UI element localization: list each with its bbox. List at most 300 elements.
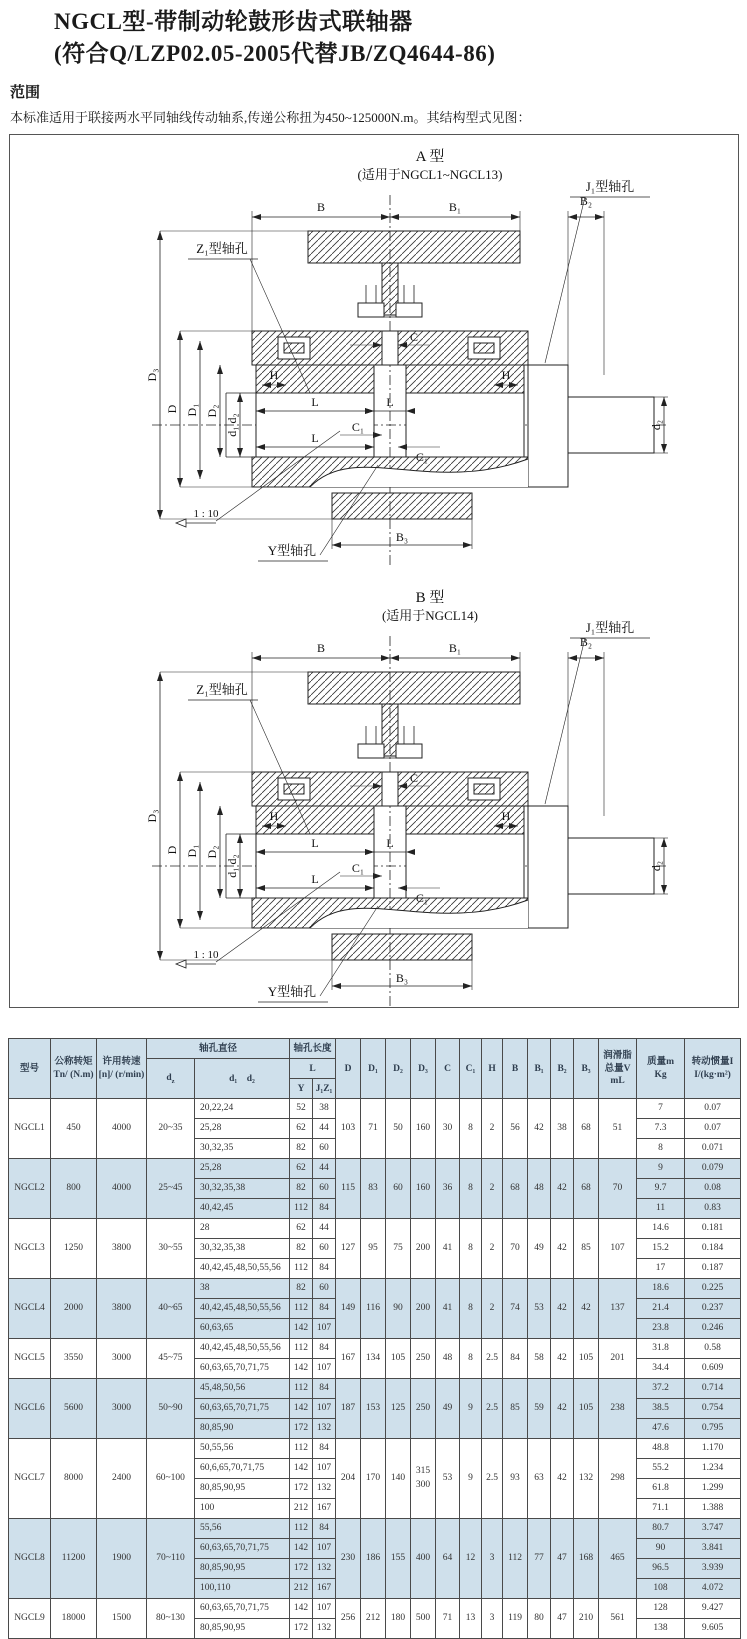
len-y-cell: 212 bbox=[290, 1579, 313, 1599]
len-jz-cell: 60 bbox=[313, 1179, 336, 1199]
page-title bbox=[54, 6, 747, 69]
dim-cell: 53 bbox=[528, 1279, 551, 1339]
dim-cell: 153 bbox=[361, 1379, 386, 1439]
intro-paragraph: 本标准适用于联接两水平同轴线传动轴系,传递公称扭为450~125000N.m。其结构型式见图： bbox=[10, 110, 531, 126]
inertia-cell: 9.605 bbox=[685, 1619, 741, 1639]
dim-label: B₂ bbox=[579, 194, 593, 209]
dim-cell: 93 bbox=[503, 1439, 528, 1519]
taper-note: 1 : 10 bbox=[193, 508, 219, 521]
y-hole-label: Y型轴孔 bbox=[267, 543, 317, 559]
dim-label: B₃ bbox=[395, 971, 409, 986]
col-torque: 公称转矩 Tn/ (N.m) bbox=[51, 1039, 97, 1099]
dim-cell: 400 bbox=[411, 1519, 436, 1599]
dim-cell: 85 bbox=[574, 1219, 599, 1279]
dim-cell: 85 bbox=[503, 1379, 528, 1439]
inertia-cell: 3.841 bbox=[685, 1539, 741, 1559]
dim-cell: 465 bbox=[599, 1519, 637, 1599]
dim-cell: 58 bbox=[528, 1339, 551, 1379]
speed-cell: 4000 bbox=[97, 1159, 147, 1219]
dim-cell: 42 bbox=[551, 1159, 574, 1219]
col-inertia: 转动惯量I I/(kg·m²) bbox=[685, 1039, 741, 1099]
mass-cell: 15.2 bbox=[637, 1239, 685, 1259]
dim-cell: 41 bbox=[436, 1279, 460, 1339]
diagram-subtitle: (适用于NGCL14) bbox=[381, 608, 479, 624]
bore-list-cell: 45,48,50,56 bbox=[195, 1379, 290, 1399]
bore-list-cell: 80,85,90 bbox=[195, 1419, 290, 1439]
len-jz-cell: 107 bbox=[313, 1599, 336, 1619]
model-cell: NGCL2 bbox=[9, 1159, 51, 1219]
len-y-cell: 142 bbox=[290, 1359, 313, 1379]
len-y-cell: 112 bbox=[290, 1259, 313, 1279]
bore-list-cell: 60,63,65 bbox=[195, 1319, 290, 1339]
dz-cell: 60~100 bbox=[147, 1439, 195, 1519]
inertia-cell: 1.170 bbox=[685, 1439, 741, 1459]
col-dim: C₁ bbox=[460, 1039, 482, 1099]
bore-list-cell: 40,42,45 bbox=[195, 1199, 290, 1219]
col-L: L bbox=[290, 1059, 336, 1079]
len-y-cell: 112 bbox=[290, 1199, 313, 1219]
len-y-cell: 62 bbox=[290, 1219, 313, 1239]
inertia-cell: 0.225 bbox=[685, 1279, 741, 1299]
table-row bbox=[9, 1439, 741, 1459]
dim-cell: 49 bbox=[436, 1379, 460, 1439]
dim-label: L bbox=[311, 395, 319, 410]
col-dim: D₃ bbox=[411, 1039, 436, 1099]
speed-cell: 3800 bbox=[97, 1279, 147, 1339]
bore-list-cell: 40,42,45,48,50,55,56 bbox=[195, 1339, 290, 1359]
mass-cell: 14.6 bbox=[637, 1219, 685, 1239]
mass-cell: 38.5 bbox=[637, 1399, 685, 1419]
dim-label: L bbox=[386, 836, 394, 851]
dim-label: B₁ bbox=[448, 641, 462, 656]
bore-list-cell: 100 bbox=[195, 1499, 290, 1519]
col-Y: Y bbox=[290, 1079, 313, 1099]
dim-cell: 68 bbox=[574, 1159, 599, 1219]
len-y-cell: 112 bbox=[290, 1439, 313, 1459]
dim-cell: 38 bbox=[551, 1099, 574, 1159]
dim-cell: 230 bbox=[336, 1519, 361, 1599]
len-jz-cell: 84 bbox=[313, 1339, 336, 1359]
dim-cell: 83 bbox=[361, 1159, 386, 1219]
dim-cell: 256 bbox=[336, 1599, 361, 1639]
col-bore-dia: 轴孔直径 bbox=[147, 1039, 290, 1059]
bore-list-cell: 28 bbox=[195, 1219, 290, 1239]
dim-cell: 155 bbox=[386, 1519, 411, 1599]
inertia-cell: 0.58 bbox=[685, 1339, 741, 1359]
dim-cell: 36 bbox=[436, 1159, 460, 1219]
dim-label: B₃ bbox=[395, 530, 409, 545]
col-mass: 质量m Kg bbox=[637, 1039, 685, 1099]
len-y-cell: 172 bbox=[290, 1619, 313, 1639]
dim-cell: 2.5 bbox=[482, 1439, 503, 1519]
table-row bbox=[9, 1159, 741, 1179]
dim-cell: 42 bbox=[574, 1279, 599, 1339]
dim-cell: 64 bbox=[436, 1519, 460, 1599]
dim-label: d₂ bbox=[649, 861, 663, 872]
dim-label: D₃ bbox=[145, 810, 159, 823]
dim-cell: 186 bbox=[361, 1519, 386, 1599]
dim-cell: 13 bbox=[460, 1599, 482, 1639]
inertia-cell: 0.07 bbox=[685, 1099, 741, 1119]
bore-list-cell: 80,85,90,95 bbox=[195, 1479, 290, 1499]
dim-cell: 134 bbox=[361, 1339, 386, 1379]
torque-cell: 11200 bbox=[51, 1519, 97, 1599]
dim-label: B₂ bbox=[579, 635, 593, 650]
bore-list-cell: 40,42,45,48,50,55,56 bbox=[195, 1299, 290, 1319]
dim-cell: 140 bbox=[386, 1439, 411, 1519]
dim-label: B bbox=[316, 641, 326, 656]
len-jz-cell: 132 bbox=[313, 1619, 336, 1639]
len-jz-cell: 132 bbox=[313, 1479, 336, 1499]
dim-cell: 315 300 bbox=[411, 1439, 436, 1519]
len-y-cell: 52 bbox=[290, 1099, 313, 1119]
model-cell: NGCL8 bbox=[9, 1519, 51, 1599]
page-title-line1: NGCL型-带制动轮鼓形齿式联轴器 bbox=[54, 9, 413, 34]
col-dim: D₁ bbox=[361, 1039, 386, 1099]
mass-cell: 23.8 bbox=[637, 1319, 685, 1339]
dim-cell: 42 bbox=[551, 1219, 574, 1279]
dim-label: d₁ d₂ bbox=[225, 413, 239, 438]
dim-cell: 119 bbox=[503, 1599, 528, 1639]
dim-label: C bbox=[409, 771, 419, 786]
dim-cell: 75 bbox=[386, 1219, 411, 1279]
len-jz-cell: 107 bbox=[313, 1359, 336, 1379]
torque-cell: 2000 bbox=[51, 1279, 97, 1339]
inertia-cell: 0.181 bbox=[685, 1219, 741, 1239]
len-jz-cell: 107 bbox=[313, 1539, 336, 1559]
dz-cell: 45~75 bbox=[147, 1339, 195, 1379]
inertia-cell: 0.184 bbox=[685, 1239, 741, 1259]
dim-cell: 115 bbox=[336, 1159, 361, 1219]
dim-cell: 8 bbox=[460, 1279, 482, 1339]
inertia-cell: 1.299 bbox=[685, 1479, 741, 1499]
len-y-cell: 172 bbox=[290, 1479, 313, 1499]
inertia-cell: 9.427 bbox=[685, 1599, 741, 1619]
len-jz-cell: 44 bbox=[313, 1159, 336, 1179]
col-d1d2: d₁ d₂ bbox=[195, 1059, 290, 1099]
dim-cell: 2.5 bbox=[482, 1339, 503, 1379]
dim-cell: 112 bbox=[503, 1519, 528, 1599]
model-cell: NGCL5 bbox=[9, 1339, 51, 1379]
speed-cell: 4000 bbox=[97, 1099, 147, 1159]
dim-cell: 84 bbox=[503, 1339, 528, 1379]
col-dim: B bbox=[503, 1039, 528, 1099]
len-y-cell: 112 bbox=[290, 1339, 313, 1359]
model-cell: NGCL9 bbox=[9, 1599, 51, 1639]
col-dim: D₂ bbox=[386, 1039, 411, 1099]
len-y-cell: 142 bbox=[290, 1539, 313, 1559]
dim-cell: 137 bbox=[599, 1279, 637, 1339]
dim-cell: 500 bbox=[411, 1599, 436, 1639]
diagram-type-a bbox=[10, 135, 737, 571]
dim-cell: 59 bbox=[528, 1379, 551, 1439]
mass-cell: 90 bbox=[637, 1539, 685, 1559]
dim-cell: 180 bbox=[386, 1599, 411, 1639]
dim-cell: 212 bbox=[361, 1599, 386, 1639]
dim-cell: 250 bbox=[411, 1339, 436, 1379]
dz-cell: 30~55 bbox=[147, 1219, 195, 1279]
dim-cell: 200 bbox=[411, 1219, 436, 1279]
spec-table bbox=[8, 1038, 741, 1639]
mass-cell: 31.8 bbox=[637, 1339, 685, 1359]
dim-label: C₁ bbox=[351, 420, 365, 435]
inertia-cell: 4.072 bbox=[685, 1579, 741, 1599]
speed-cell: 1500 bbox=[97, 1599, 147, 1639]
figure-panel bbox=[9, 134, 739, 1008]
dim-cell: 2 bbox=[482, 1159, 503, 1219]
dim-cell: 8 bbox=[460, 1219, 482, 1279]
dim-cell: 42 bbox=[551, 1279, 574, 1339]
col-model: 型号 bbox=[9, 1039, 51, 1099]
mass-cell: 18.6 bbox=[637, 1279, 685, 1299]
inertia-cell: 0.071 bbox=[685, 1139, 741, 1159]
torque-cell: 5600 bbox=[51, 1379, 97, 1439]
bore-list-cell: 38 bbox=[195, 1279, 290, 1299]
len-y-cell: 172 bbox=[290, 1419, 313, 1439]
dz-cell: 70~110 bbox=[147, 1519, 195, 1599]
dim-cell: 3 bbox=[482, 1599, 503, 1639]
mass-cell: 7.3 bbox=[637, 1119, 685, 1139]
len-jz-cell: 84 bbox=[313, 1379, 336, 1399]
len-y-cell: 142 bbox=[290, 1399, 313, 1419]
z-hole-label: Z₁型轴孔 bbox=[196, 682, 248, 698]
dim-cell: 77 bbox=[528, 1519, 551, 1599]
dim-cell: 47 bbox=[551, 1519, 574, 1599]
table-row bbox=[9, 1599, 741, 1619]
dim-cell: 68 bbox=[574, 1099, 599, 1159]
len-jz-cell: 167 bbox=[313, 1579, 336, 1599]
bore-list-cell: 60,63,65,70,71,75 bbox=[195, 1359, 290, 1379]
mass-cell: 48.8 bbox=[637, 1439, 685, 1459]
dim-label: C₁ bbox=[415, 891, 429, 906]
speed-cell: 3000 bbox=[97, 1379, 147, 1439]
y-hole-label: Y型轴孔 bbox=[267, 984, 317, 1000]
diagram-title: A 型 bbox=[415, 149, 445, 166]
col-dim: B₁ bbox=[528, 1039, 551, 1099]
dim-cell: 170 bbox=[361, 1439, 386, 1519]
table-row bbox=[9, 1279, 741, 1299]
torque-cell: 1250 bbox=[51, 1219, 97, 1279]
dim-label: C bbox=[409, 330, 419, 345]
len-jz-cell: 84 bbox=[313, 1439, 336, 1459]
dim-cell: 2 bbox=[482, 1279, 503, 1339]
bore-list-cell: 50,55,56 bbox=[195, 1439, 290, 1459]
dz-cell: 40~65 bbox=[147, 1279, 195, 1339]
len-jz-cell: 44 bbox=[313, 1219, 336, 1239]
dim-label: H bbox=[269, 368, 279, 383]
table-row bbox=[9, 1339, 741, 1359]
table-row bbox=[9, 1099, 741, 1119]
len-jz-cell: 107 bbox=[313, 1459, 336, 1479]
mass-cell: 17 bbox=[637, 1259, 685, 1279]
col-bore-len: 轴孔长度 bbox=[290, 1039, 336, 1059]
dim-cell: 30 bbox=[436, 1099, 460, 1159]
bore-list-cell: 30,32,35,38 bbox=[195, 1239, 290, 1259]
len-jz-cell: 84 bbox=[313, 1519, 336, 1539]
torque-cell: 3550 bbox=[51, 1339, 97, 1379]
dim-cell: 187 bbox=[336, 1379, 361, 1439]
dim-label: D₂ bbox=[205, 846, 219, 859]
len-jz-cell: 44 bbox=[313, 1119, 336, 1139]
dz-cell: 20~35 bbox=[147, 1099, 195, 1159]
model-cell: NGCL4 bbox=[9, 1279, 51, 1339]
bore-list-cell: 55,56 bbox=[195, 1519, 290, 1539]
dim-cell: 70 bbox=[599, 1159, 637, 1219]
dim-label: H bbox=[501, 368, 511, 383]
col-dim: B₃ bbox=[574, 1039, 599, 1099]
dim-cell: 49 bbox=[528, 1219, 551, 1279]
inertia-cell: 0.609 bbox=[685, 1359, 741, 1379]
len-y-cell: 142 bbox=[290, 1599, 313, 1619]
mass-cell: 128 bbox=[637, 1599, 685, 1619]
dim-cell: 200 bbox=[411, 1279, 436, 1339]
len-y-cell: 212 bbox=[290, 1499, 313, 1519]
mass-cell: 80.7 bbox=[637, 1519, 685, 1539]
dim-cell: 42 bbox=[551, 1339, 574, 1379]
dim-cell: 125 bbox=[386, 1379, 411, 1439]
table-row bbox=[9, 1519, 741, 1539]
col-dim: D bbox=[336, 1039, 361, 1099]
dim-cell: 2 bbox=[482, 1099, 503, 1159]
len-jz-cell: 107 bbox=[313, 1399, 336, 1419]
dim-cell: 250 bbox=[411, 1379, 436, 1439]
len-jz-cell: 84 bbox=[313, 1299, 336, 1319]
torque-cell: 450 bbox=[51, 1099, 97, 1159]
inertia-cell: 0.187 bbox=[685, 1259, 741, 1279]
dim-cell: 2 bbox=[482, 1219, 503, 1279]
dim-cell: 105 bbox=[386, 1339, 411, 1379]
bore-list-cell: 60,6,65,70,71,75 bbox=[195, 1459, 290, 1479]
len-y-cell: 172 bbox=[290, 1559, 313, 1579]
inertia-cell: 3.939 bbox=[685, 1559, 741, 1579]
col-dim: H bbox=[482, 1039, 503, 1099]
dim-label: D bbox=[165, 405, 179, 414]
dim-cell: 41 bbox=[436, 1219, 460, 1279]
mass-cell: 8 bbox=[637, 1139, 685, 1159]
bore-list-cell: 80,85,90,95 bbox=[195, 1619, 290, 1639]
inertia-cell: 0.07 bbox=[685, 1119, 741, 1139]
model-cell: NGCL1 bbox=[9, 1099, 51, 1159]
dim-label: L bbox=[311, 836, 319, 851]
dim-cell: 95 bbox=[361, 1219, 386, 1279]
dz-cell: 25~45 bbox=[147, 1159, 195, 1219]
diagram-subtitle: (适用于NGCL1~NGCL13) bbox=[357, 167, 503, 183]
dim-label: D₁ bbox=[185, 845, 199, 858]
len-jz-cell: 107 bbox=[313, 1319, 336, 1339]
len-jz-cell: 60 bbox=[313, 1279, 336, 1299]
len-y-cell: 82 bbox=[290, 1179, 313, 1199]
dim-cell: 71 bbox=[361, 1099, 386, 1159]
dim-cell: 51 bbox=[599, 1099, 637, 1159]
mass-cell: 47.6 bbox=[637, 1419, 685, 1439]
mass-cell: 108 bbox=[637, 1579, 685, 1599]
dz-cell: 80~130 bbox=[147, 1599, 195, 1639]
dim-label: C₁ bbox=[415, 450, 429, 465]
dim-cell: 50 bbox=[386, 1099, 411, 1159]
speed-cell: 3800 bbox=[97, 1219, 147, 1279]
col-dim: B₂ bbox=[551, 1039, 574, 1099]
inertia-cell: 0.246 bbox=[685, 1319, 741, 1339]
dim-label: H bbox=[501, 809, 511, 824]
dim-cell: 103 bbox=[336, 1099, 361, 1159]
dim-cell: 56 bbox=[503, 1099, 528, 1159]
dim-cell: 68 bbox=[503, 1159, 528, 1219]
dim-cell: 298 bbox=[599, 1439, 637, 1519]
len-jz-cell: 132 bbox=[313, 1419, 336, 1439]
inertia-cell: 0.714 bbox=[685, 1379, 741, 1399]
diagram-title: B 型 bbox=[415, 590, 445, 607]
dim-cell: 47 bbox=[551, 1599, 574, 1639]
dim-cell: 8 bbox=[460, 1159, 482, 1219]
dim-label: D₃ bbox=[145, 369, 159, 382]
dim-cell: 80 bbox=[528, 1599, 551, 1639]
bore-list-cell: 20,22,24 bbox=[195, 1099, 290, 1119]
model-cell: NGCL3 bbox=[9, 1219, 51, 1279]
mass-cell: 7 bbox=[637, 1099, 685, 1119]
len-y-cell: 62 bbox=[290, 1159, 313, 1179]
bore-list-cell: 100,110 bbox=[195, 1579, 290, 1599]
inertia-cell: 0.08 bbox=[685, 1179, 741, 1199]
dim-cell: 105 bbox=[574, 1339, 599, 1379]
dim-cell: 42 bbox=[528, 1099, 551, 1159]
speed-cell: 2400 bbox=[97, 1439, 147, 1519]
torque-cell: 8000 bbox=[51, 1439, 97, 1519]
dim-cell: 160 bbox=[411, 1099, 436, 1159]
len-y-cell: 112 bbox=[290, 1379, 313, 1399]
mass-cell: 11 bbox=[637, 1199, 685, 1219]
col-speed: 许用转速 [n]/ (r/min) bbox=[97, 1039, 147, 1099]
dim-cell: 53 bbox=[436, 1439, 460, 1519]
dim-cell: 74 bbox=[503, 1279, 528, 1339]
bore-list-cell: 60,63,65,70,71,75 bbox=[195, 1599, 290, 1619]
page-title-line2: (符合Q/LZP02.05-2005代替JB/ZQ4644-86) bbox=[54, 40, 496, 66]
dim-cell: 168 bbox=[574, 1519, 599, 1599]
dim-label: L bbox=[311, 872, 319, 887]
dim-label: D₂ bbox=[205, 405, 219, 418]
len-jz-cell: 60 bbox=[313, 1139, 336, 1159]
dim-cell: 210 bbox=[574, 1599, 599, 1639]
bore-list-cell: 60,63,65,70,71,75 bbox=[195, 1399, 290, 1419]
dim-cell: 9 bbox=[460, 1379, 482, 1439]
mass-cell: 55.2 bbox=[637, 1459, 685, 1479]
dim-cell: 8 bbox=[460, 1339, 482, 1379]
len-y-cell: 112 bbox=[290, 1519, 313, 1539]
dim-cell: 149 bbox=[336, 1279, 361, 1339]
mass-cell: 61.8 bbox=[637, 1479, 685, 1499]
model-cell: NGCL6 bbox=[9, 1379, 51, 1439]
section-heading: 范围 bbox=[10, 85, 41, 102]
model-cell: NGCL7 bbox=[9, 1439, 51, 1519]
z-hole-label: Z₁型轴孔 bbox=[196, 241, 248, 257]
bore-list-cell: 25,28 bbox=[195, 1119, 290, 1139]
dim-cell: 48 bbox=[436, 1339, 460, 1379]
dim-cell: 42 bbox=[551, 1439, 574, 1519]
col-dim: C bbox=[436, 1039, 460, 1099]
dim-cell: 201 bbox=[599, 1339, 637, 1379]
mass-cell: 71.1 bbox=[637, 1499, 685, 1519]
len-y-cell: 142 bbox=[290, 1319, 313, 1339]
mass-cell: 138 bbox=[637, 1619, 685, 1639]
inertia-cell: 1.234 bbox=[685, 1459, 741, 1479]
len-jz-cell: 84 bbox=[313, 1259, 336, 1279]
speed-cell: 1900 bbox=[97, 1519, 147, 1599]
dim-label: C₁ bbox=[351, 861, 365, 876]
inertia-cell: 0.237 bbox=[685, 1299, 741, 1319]
inertia-cell: 0.795 bbox=[685, 1419, 741, 1439]
len-y-cell: 142 bbox=[290, 1459, 313, 1479]
dim-cell: 238 bbox=[599, 1379, 637, 1439]
bore-list-cell: 60,63,65,70,71,75 bbox=[195, 1539, 290, 1559]
